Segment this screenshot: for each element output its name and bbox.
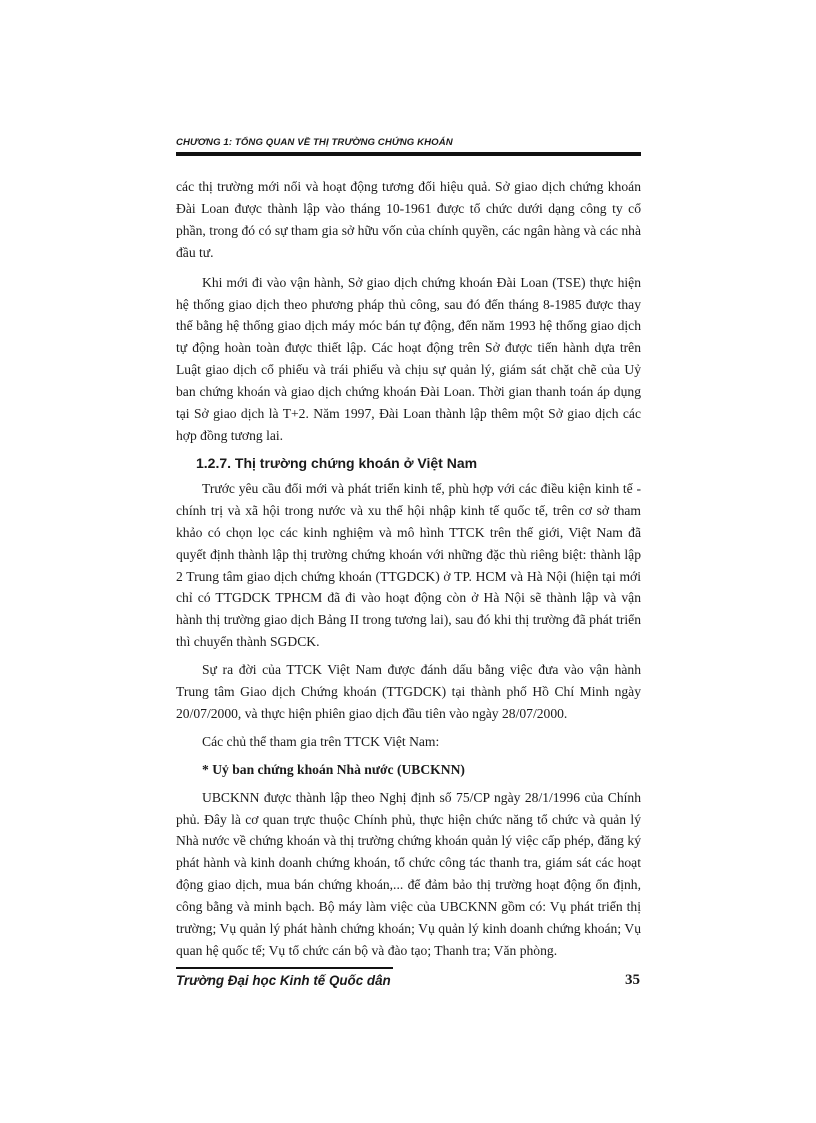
page-number: 35: [625, 972, 640, 988]
paragraph-5: Các chủ thể tham gia trên TTCK Việt Nam:: [202, 733, 440, 749]
paragraph-2: Khi mới đi vào vận hành, Sở giao dịch chứng khoán Đài Loan (TSE) thực hiện hệ thống giao dịch theo phương pháp thủ công, sau đó đến tháng 8-1985 được thay thế bằng hệ thống giao dịch máy móc bán tự động, đến năm 1993 hệ thống giao dịch tự động hoàn toàn được thiết lập. Các hoạt động trên Sở được tiến hành dựa trên Luật giao dịch cổ phiếu và trái phiếu và chịu sự quản lý, giám sát chặt chẽ của Uỷ ban chứng khoán và giao dịch chứng khoán Đài Loan. Thời gian thanh toán áp dụng tại Sở giao dịch là T+2. Năm 1997, Đài Loan thành lập thêm một Sở giao dịch các hợp đồng tương lai.: [176, 274, 641, 443]
footer-rule: [176, 967, 393, 969]
running-header: CHƯƠNG 1: TỔNG QUAN VỀ THỊ TRƯỜNG CHỨNG KHOÁN: [176, 137, 453, 148]
paragraph-1: các thị trường mới nổi và hoạt động tương đối hiệu quả. Sở giao dịch chứng khoán Đài Loan được thành lập vào tháng 10-1961 được tổ chức dưới dạng công ty cổ phần, trong đó có sự tham gia sở hữu vốn của chính quyền, các ngân hàng và các nhà đầu tư.: [176, 179, 641, 260]
subheading: * Uỷ ban chứng khoán Nhà nước (UBCKNN): [202, 761, 465, 777]
header-rule: [176, 152, 641, 156]
paragraph-6: UBCKNN được thành lập theo Nghị định số 75/CP ngày 28/1/1996 của Chính phủ. Đây là cơ quan trực thuộc Chính phủ, thực hiện chức năng tổ chức và quản lý Nhà nước về chứng khoán và thị trường chứng khoán quản lý việc cấp phép, đăng ký phát hành và kinh doanh chứng khoán, tổ chức công tác thanh tra, giám sát các hoạt động giao dịch, mua bán chứng khoán,... để đảm bảo thị trường hoạt động ổn định, công bằng và minh bạch. Bộ máy làm việc của UBCKNN gồm có: Vụ phát triển thị trường; Vụ quản lý phát hành chứng khoán; Vụ quản lý kinh doanh chứng khoán; Vụ quan hệ quốc tế; Vụ tổ chức cán bộ và đào tạo; Thanh tra; Văn phòng.: [176, 789, 641, 958]
section-title: 1.2.7. Thị trường chứng khoán ở Việt Nam: [196, 454, 478, 471]
paragraph-3: Trước yêu cầu đổi mới và phát triển kinh tế, phù hợp với các điều kiện kinh tế - chính trị và xã hội trong nước và xu thế hội nhập kinh tế quốc tế, trên cơ sở tham khảo có chọn lọc các kinh nghiệm và mô hình TTCK trên thế giới, Việt Nam đã quyết định thành lập thị trường chứng khoán với những đặc thù riêng biệt: thành lập 2 Trung tâm giao dịch chứng khoán (TTGDCK) ở TP. HCM và Hà Nội (hiện tại mới chỉ có TTGDCK TPHCM đã đi vào hoạt động còn ở Hà Nội sẽ thành lập và vận hành thị trường giao dịch Bảng II trong tương lai), sau đó khi thị trường đã phát triển thì chuyển thành SGDCK.: [176, 480, 641, 650]
footer-institution: Trường Đại học Kinh tế Quốc dân: [176, 973, 391, 988]
page-content: [176, 176, 641, 968]
paragraph-4: Sự ra đời của TTCK Việt Nam được đánh dấu bằng việc đưa vào vận hành Trung tâm Giao dịch Chứng khoán (TTGDCK) tại thành phố Hồ Chí Minh ngày 20/07/2000, và thực hiện phiên giao dịch đầu tiên vào ngày 28/07/2000.: [176, 662, 641, 721]
